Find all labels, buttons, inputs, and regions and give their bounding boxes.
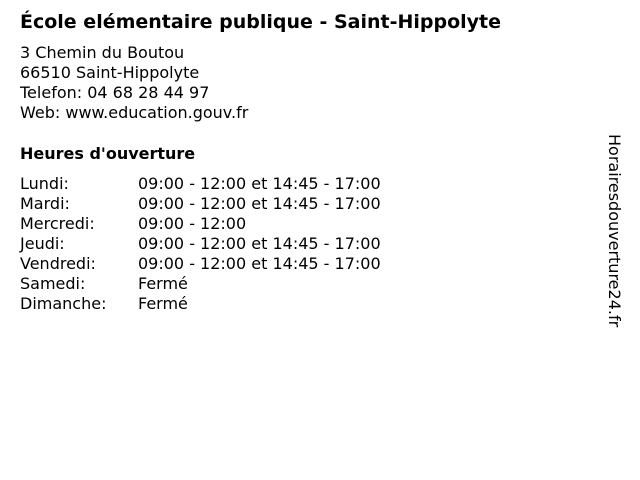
hours-row-dimanche [20, 294, 381, 314]
day-hours: 09:00 - 12:00 et 14:45 - 17:00 [138, 234, 381, 253]
day-hours: 09:00 - 12:00 et 14:45 - 17:00 [138, 174, 381, 193]
day-hours: Fermé [138, 294, 188, 313]
day-label: Jeudi: [20, 234, 65, 253]
day-hours: 09:00 - 12:00 et 14:45 - 17:00 [138, 254, 381, 273]
contact-block [20, 43, 248, 123]
day-hours: 09:00 - 12:00 [138, 214, 247, 233]
day-label: Mardi: [20, 194, 70, 213]
day-label: Dimanche: [20, 294, 107, 313]
day-label: Samedi: [20, 274, 86, 293]
page-title: École elémentaire publique - Saint-Hippolyte [20, 11, 502, 33]
hours-row-samedi [20, 274, 381, 294]
day-label: Mercredi: [20, 214, 95, 233]
hours-row-jeudi [20, 234, 381, 254]
address-line-1: 3 Chemin du Boutou [20, 43, 185, 62]
day-label: Lundi: [20, 174, 69, 193]
day-label: Vendredi: [20, 254, 96, 273]
hours-row-mardi [20, 194, 381, 214]
web-line: Web: www.education.gouv.fr [20, 103, 249, 122]
site-brand-vertical: Horairesdouverture24.fr [605, 134, 624, 328]
hours-row-lundi [20, 174, 381, 194]
hours-table [20, 174, 381, 314]
day-hours: 09:00 - 12:00 et 14:45 - 17:00 [138, 194, 381, 213]
hours-heading: Heures d'ouverture [20, 144, 196, 163]
day-hours: Fermé [138, 274, 188, 293]
hours-row-vendredi [20, 254, 381, 274]
phone-line: Telefon: 04 68 28 44 97 [20, 83, 210, 102]
address-line-2: 66510 Saint-Hippolyte [20, 63, 200, 82]
hours-row-mercredi [20, 214, 381, 234]
